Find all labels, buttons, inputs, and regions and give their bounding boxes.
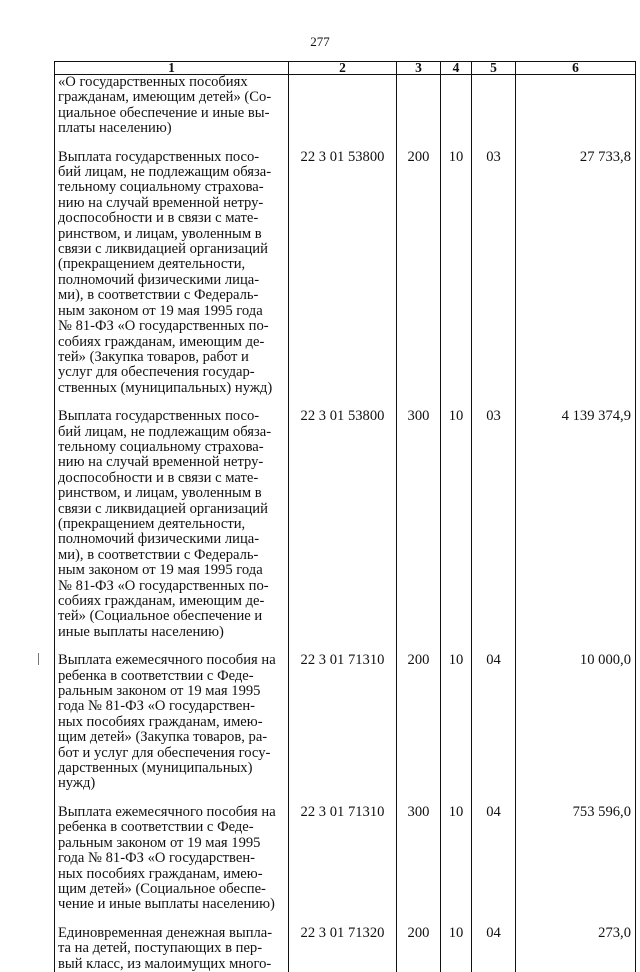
row-pr — [472, 75, 516, 137]
row-description: Выплата государственных посо- бий лицам, не подлежащим обяза- тельному социальному страхова- нию на случай временной нетру- доспособности и в связи с мате- ринством, и лицам, уволенным в связи с ликвидацией организаций (прекращением деятельности, полномочий физическими лица- ми), в соответствии с Федераль- ным законом от 19 мая 1995 года № 81-ФЗ «О государственных по- собиях гражданам, имеющим де- тей» (Социальное обеспечение и иные выплаты населению) — [58, 408, 272, 640]
row-description-cell — [55, 75, 289, 137]
table-row — [55, 409, 636, 640]
row-rz: 10 — [441, 805, 472, 913]
row-code: 22 3 01 71320 — [289, 926, 397, 972]
row-description-cell — [55, 409, 289, 640]
row-amount: 273,0 — [516, 926, 636, 972]
table-header-row — [55, 62, 636, 75]
row-spacer — [55, 137, 636, 150]
row-description-cell — [55, 926, 289, 972]
row-amount: 753 596,0 — [516, 805, 636, 913]
row-amount: 27 733,8 — [516, 150, 636, 397]
row-code: 22 3 01 71310 — [289, 653, 397, 792]
row-vr: 200 — [397, 653, 441, 792]
row-rz: 10 — [441, 409, 472, 640]
row-code — [289, 75, 397, 137]
row-vr — [397, 75, 441, 137]
table-row — [55, 150, 636, 397]
row-code: 22 3 01 53800 — [289, 409, 397, 640]
column-header-2: 2 — [289, 62, 397, 75]
row-spacer — [55, 913, 636, 926]
row-rz: 10 — [441, 926, 472, 972]
row-amount — [516, 75, 636, 137]
row-code: 22 3 01 71310 — [289, 805, 397, 913]
row-vr: 300 — [397, 805, 441, 913]
row-pr: 04 — [472, 805, 516, 913]
row-rz: 10 — [441, 653, 472, 792]
row-amount: 10 000,0 — [516, 653, 636, 792]
row-description: «О государственных пособиях гражданам, имеющим детей» (Со- циальное обеспечение и иные вы- платы населению) — [58, 74, 272, 137]
row-code: 22 3 01 53800 — [289, 150, 397, 397]
row-description: Выплата ежемесячного пособия на ребенка в соответствии с Феде- ральным законом от 19 мая 1995 года № 81-ФЗ «О государствен- ных пособиях гражданам, имею- щим детей» (Социальное обеспе- чение и иные выплаты населению) — [58, 803, 276, 913]
row-vr: 200 — [397, 150, 441, 397]
row-pr: 03 — [472, 409, 516, 640]
row-vr: 200 — [397, 926, 441, 972]
column-header-1: 1 — [55, 62, 289, 75]
page-number: 277 — [310, 34, 330, 49]
row-rz: 10 — [441, 150, 472, 397]
table-row — [55, 926, 636, 972]
table-row — [55, 75, 636, 137]
row-pr: 03 — [472, 150, 516, 397]
row-rz — [441, 75, 472, 137]
row-pr: 04 — [472, 653, 516, 792]
table-row — [55, 653, 636, 792]
row-vr: 300 — [397, 409, 441, 640]
row-description-cell — [55, 653, 289, 792]
column-header-3: 3 — [397, 62, 441, 75]
budget-table — [54, 61, 636, 972]
row-amount: 4 139 374,9 — [516, 409, 636, 640]
row-description-cell — [55, 150, 289, 397]
column-header-6: 6 — [516, 62, 636, 75]
row-description: Выплата государственных посо- бий лицам, не подлежащим обяза- тельному социальному страхова- нию на случай временной нетру- доспособности и в связи с мате- ринством, и лицам, уволенным в связи с ликвидацией организаций (прекращением деятельности, полномочий физическими лица- ми), в соответствии с Федераль- ным законом от 19 мая 1995 года № 81-ФЗ «О государственных по- собиях гражданам, имеющим де- тей» (Закупка товаров, работ и услуг для обеспечения государ- ственных (муниципальных) нужд) — [58, 148, 273, 396]
row-spacer — [55, 792, 636, 805]
scan-edge-mark — [38, 653, 39, 665]
table-row — [55, 805, 636, 913]
column-header-4: 4 — [441, 62, 472, 75]
row-description: Выплата ежемесячного пособия на ребенка в соответствии с Феде- ральным законом от 19 мая 1995 года № 81-ФЗ «О государствен- ных пособиях гражданам, имею- щим детей» (Закупка товаров, ра- бот и услуг для обеспечения госу- дарственных (муниципальных) нужд) — [58, 652, 276, 792]
row-description: Единовременная денежная выпла- та на детей, поступающих в пер- вый класс, из малоимущих много- — [58, 924, 273, 972]
row-description-cell — [55, 805, 289, 913]
column-header-5: 5 — [472, 62, 516, 75]
row-pr: 04 — [472, 926, 516, 972]
